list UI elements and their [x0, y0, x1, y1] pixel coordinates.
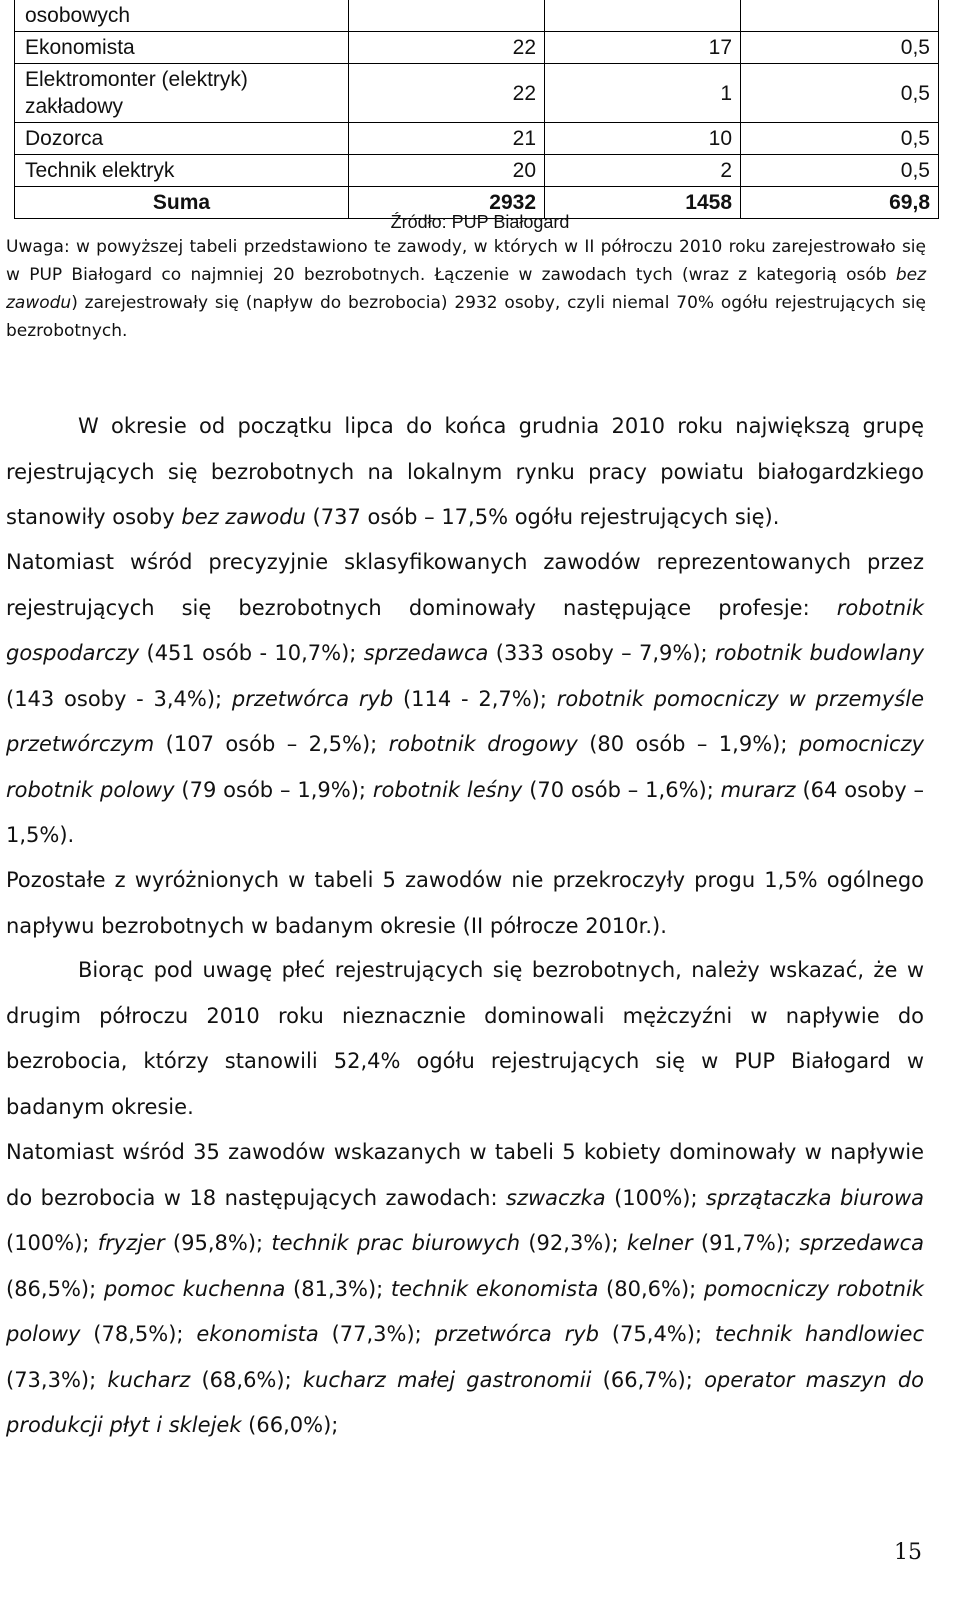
cell-value: 21: [349, 123, 545, 155]
occupation-name: Elektromonter (elektryk) zakładowy: [15, 64, 349, 123]
sum-value: 1458: [545, 187, 741, 219]
sum-label: Suma: [15, 187, 349, 219]
paragraph-3: Pozostałe z wyróżnionych w tabeli 5 zawodów nie przekroczyły progu 1,5% ogólnego napływu bezrobotnych w badanym okresie (II półrocze 2010r.).: [6, 868, 924, 938]
table-note: Uwaga: w powyższej tabeli przedstawiono te zawody, w których w II półroczu 2010 roku zarejestrowało się w PUP Białogard co najmniej 20 bezrobotnych. Łączenie w zawodach tych (wraz z kategorią osób bez zawodu) zarejestrowały się (napływ do bezrobocia) 2932 osoby, czyli niemal 70% ogółu rejestrujących się bezrobotnych.: [6, 237, 926, 341]
table-source: Źródło: PUP Białogard: [390, 212, 570, 232]
cell-value: 10: [545, 123, 741, 155]
table-row: [15, 123, 939, 155]
sum-value: 69,8: [741, 187, 939, 219]
cell-value: 1: [545, 64, 741, 123]
occupation-name: osobowych: [15, 0, 349, 32]
cell-value: 2: [545, 155, 741, 187]
page-number: 15: [894, 1540, 922, 1565]
cell-value: [545, 0, 741, 32]
cell-value: 0,5: [741, 32, 939, 64]
cell-value: 0,5: [741, 64, 939, 123]
cell-value: 22: [349, 32, 545, 64]
cell-value: 17: [545, 32, 741, 64]
occupation-name: Technik elektryk: [15, 155, 349, 187]
table-row: [15, 155, 939, 187]
paragraph-5: Natomiast wśród 35 zawodów wskazanych w tabeli 5 kobiety dominowały w napływie do bezrobocia w 18 następujących zawodach: szwaczka (100%); sprzątaczka biurowa (100%); fryzjer (95,8%); technik prac biurowych (92,3%); kelner (91,7%); sprzedawca (86,5%); pomoc kuchenna (81,3%); technik ekonomista (80,6%); pomocniczy robotnik polowy (78,5%); ekonomista (77,3%); przetwórca ryb (75,4%); technik handlowiec (73,3%); kucharz (68,6%); kucharz małej gastronomii (66,7%); operator maszyn do produkcji płyt i sklejek (66,0%);: [6, 1140, 925, 1437]
sum-value: 2932: [349, 187, 545, 219]
cell-value: [349, 0, 545, 32]
occupation-name: Ekonomista: [15, 32, 349, 64]
cell-value: 0,5: [741, 123, 939, 155]
cell-value: 20: [349, 155, 545, 187]
paragraph-2: Natomiast wśród precyzyjnie sklasyfikowanych zawodów reprezentowanych przez rejestrujących się bezrobotnych dominowały następujące profesje: robotnik gospodarczy (451 osób - 10,7%); sprzedawca (333 osoby – 7,9%); robotnik budowlany (143 osoby - 3,4%); przetwórca ryb (114 - 2,7%); robotnik pomocniczy w przemyśle przetwórczym (107 osób – 2,5%); robotnik drogowy (80 osób – 1,9%); pomocniczy robotnik polowy (79 osób – 1,9%); robotnik leśny (70 osób – 1,6%); murarz (64 osoby – 1,5%).: [6, 550, 924, 847]
occupation-name: Dozorca: [15, 123, 349, 155]
cell-value: 0,5: [741, 155, 939, 187]
paragraph-4: Biorąc pod uwagę płeć rejestrujących się bezrobotnych, należy wskazać, że w drugim półroczu 2010 roku nieznacznie dominowali mężczyźni w napływie do bezrobocia, którzy stanowili 52,4% ogółu rejestrujących się w PUP Białogard w badanym okresie.: [6, 958, 924, 1119]
cell-value: [741, 0, 939, 32]
table-row: [15, 64, 939, 123]
occupation-table: [14, 0, 939, 219]
table-row: [15, 0, 939, 32]
table-row: [15, 32, 939, 64]
cell-value: 22: [349, 64, 545, 123]
paragraph-1: W okresie od początku lipca do końca grudnia 2010 roku największą grupę rejestrujących się bezrobotnych na lokalnym rynku pracy powiatu białogardzkiego stanowiły osoby bez zawodu (737 osób – 17,5% ogółu rejestrujących się).: [6, 414, 924, 529]
